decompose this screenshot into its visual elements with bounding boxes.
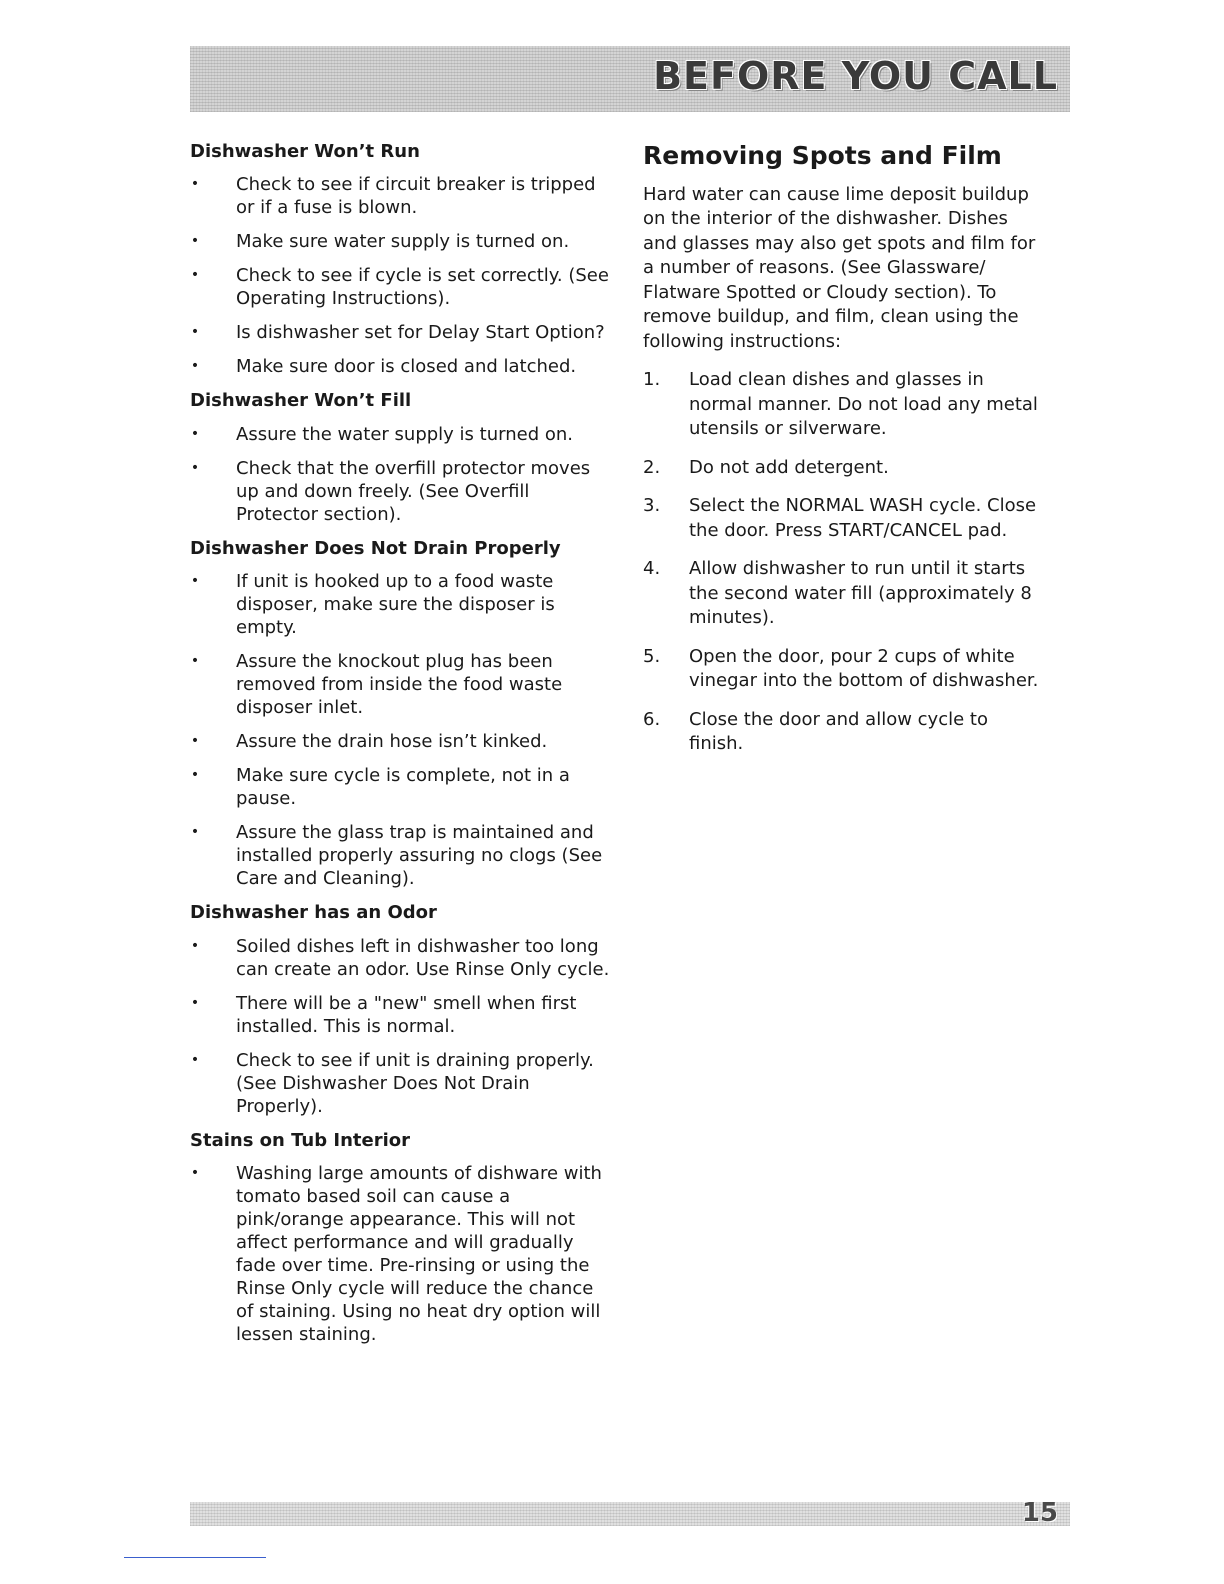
bullet-list xyxy=(190,570,610,890)
bullet-icon: • xyxy=(190,358,200,375)
bullet-icon: • xyxy=(190,425,200,442)
list-item-text: Make sure water supply is turned on. xyxy=(236,231,570,253)
section-heading: Dishwasher Won’t Fill xyxy=(190,390,412,412)
bullet-icon: • xyxy=(190,733,200,750)
header-band xyxy=(190,46,1070,112)
step-text: Select the NORMAL WASH cycle. Close the door. Press START/CANCEL pad. xyxy=(689,495,1037,541)
list-item-text: There will be a "new" smell when first installed. This is normal. xyxy=(236,992,577,1037)
bullet-icon: • xyxy=(190,824,200,841)
bullet-icon: • xyxy=(190,767,200,784)
step-text: Close the door and allow cycle to finish. xyxy=(689,708,988,754)
list-item-text: Check to see if circuit breaker is tripped or if a fuse is blown. xyxy=(236,174,596,219)
bullet-icon: • xyxy=(190,994,200,1011)
bullet-icon: • xyxy=(190,573,200,590)
list-item-text: Assure the water supply is turned on. xyxy=(236,423,573,445)
list-item xyxy=(190,821,610,890)
list-item xyxy=(190,230,610,253)
intro-paragraph: Hard water can cause lime deposit buildup on the interior of the dishwasher. Dishes and glasses may also get spots and film for a number of reasons. (See Glassware/ Flatware Spotted or Cloudy section). To remove buildup, and film, clean using the following instructions: xyxy=(643,183,1036,352)
list-item-text: Assure the knockout plug has been removed from inside the food waste disposer inlet. xyxy=(236,651,563,719)
bullet-icon: • xyxy=(190,459,200,476)
list-item-text: Washing large amounts of dishware with tomato based soil can cause a pink/orange appearance. This will not affect performance and will gradually fade over time. Pre-rinsing or using the Rinse Only cycle will reduce the chance of staining. Using no heat dry option will lessen staining. xyxy=(236,1162,602,1345)
bullet-list xyxy=(190,423,610,526)
step-item xyxy=(643,708,1043,757)
list-item-text: Check that the overfill protector moves up and down freely. (See Overfill Protector section). xyxy=(236,457,591,525)
list-item xyxy=(190,1162,610,1346)
list-item-text: Soiled dishes left in dishwasher too long can create an odor. Use Rinse Only cycle. xyxy=(236,935,610,980)
list-item-text: Make sure door is closed and latched. xyxy=(236,356,577,378)
bullet-icon: • xyxy=(190,1164,200,1181)
troubleshooting-column xyxy=(190,140,610,1357)
list-item xyxy=(190,355,610,378)
bullet-icon: • xyxy=(190,233,200,250)
bullet-icon: • xyxy=(190,1051,200,1068)
list-item xyxy=(190,173,610,219)
spots-film-column xyxy=(643,140,1043,771)
bullet-icon: • xyxy=(190,267,200,284)
bullet-icon: • xyxy=(190,937,200,954)
list-item xyxy=(190,764,610,810)
bullet-list xyxy=(190,1162,610,1346)
list-item-text: If unit is hooked up to a food waste disposer, make sure the disposer is empty. xyxy=(236,571,555,639)
list-item xyxy=(190,264,610,310)
footer-band xyxy=(190,1498,1070,1528)
steps-list xyxy=(643,368,1043,757)
list-item xyxy=(190,992,610,1038)
step-number: 5. xyxy=(643,645,661,667)
bullet-icon: • xyxy=(190,324,200,341)
bottom-divider xyxy=(124,1557,266,1558)
section-heading: Dishwasher Does Not Drain Properly xyxy=(190,537,561,559)
step-item xyxy=(643,368,1043,442)
bullet-list xyxy=(190,935,610,1118)
step-text: Open the door, pour 2 cups of white vinegar into the bottom of dishwasher. xyxy=(689,645,1039,691)
step-number: 4. xyxy=(643,558,661,579)
list-item xyxy=(190,423,610,446)
section-title: Removing Spots and Film xyxy=(643,141,1002,170)
step-item xyxy=(643,494,1043,543)
list-item xyxy=(190,935,610,981)
step-text: Allow dishwasher to run until it starts the second water fill (approximately 8 minutes). xyxy=(689,558,1032,628)
step-number: 2. xyxy=(643,456,661,478)
page-number: 15 xyxy=(1021,1498,1058,1528)
section-heading: Dishwasher has an Odor xyxy=(190,902,437,924)
list-item xyxy=(190,650,610,719)
list-item xyxy=(190,730,610,753)
list-item-text: Make sure cycle is complete, not in a pause. xyxy=(236,765,570,810)
list-item-text: Is dishwasher set for Delay Start Option? xyxy=(236,322,605,344)
bullet-icon: • xyxy=(190,176,200,193)
list-item-text: Check to see if unit is draining properly. (See Dishwasher Does Not Drain Properly). xyxy=(236,1049,594,1117)
bullet-list xyxy=(190,173,610,378)
step-item xyxy=(643,645,1043,694)
step-number: 3. xyxy=(643,495,661,516)
step-text: Load clean dishes and glasses in normal manner. Do not load any metal utensils or silverware. xyxy=(689,369,1038,439)
section-heading: Stains on Tub Interior xyxy=(190,1129,411,1151)
bullet-icon: • xyxy=(190,653,200,670)
list-item-text: Check to see if cycle is set correctly. (See Operating Instructions). xyxy=(236,265,609,310)
list-item xyxy=(190,321,610,344)
step-text: Do not add detergent. xyxy=(689,456,889,478)
step-number: 1. xyxy=(643,369,661,390)
step-number: 6. xyxy=(643,708,661,730)
step-item xyxy=(643,456,1043,481)
page-title: BEFORE YOU CALL xyxy=(653,54,1058,98)
list-item xyxy=(190,1049,610,1118)
list-item xyxy=(190,457,610,526)
step-item xyxy=(643,557,1043,631)
list-item-text: Assure the drain hose isn’t kinked. xyxy=(236,731,548,753)
list-item xyxy=(190,570,610,639)
section-heading: Dishwasher Won’t Run xyxy=(190,141,420,162)
list-item-text: Assure the glass trap is maintained and installed properly assuring no clogs (See Care and Cleaning). xyxy=(236,822,603,890)
